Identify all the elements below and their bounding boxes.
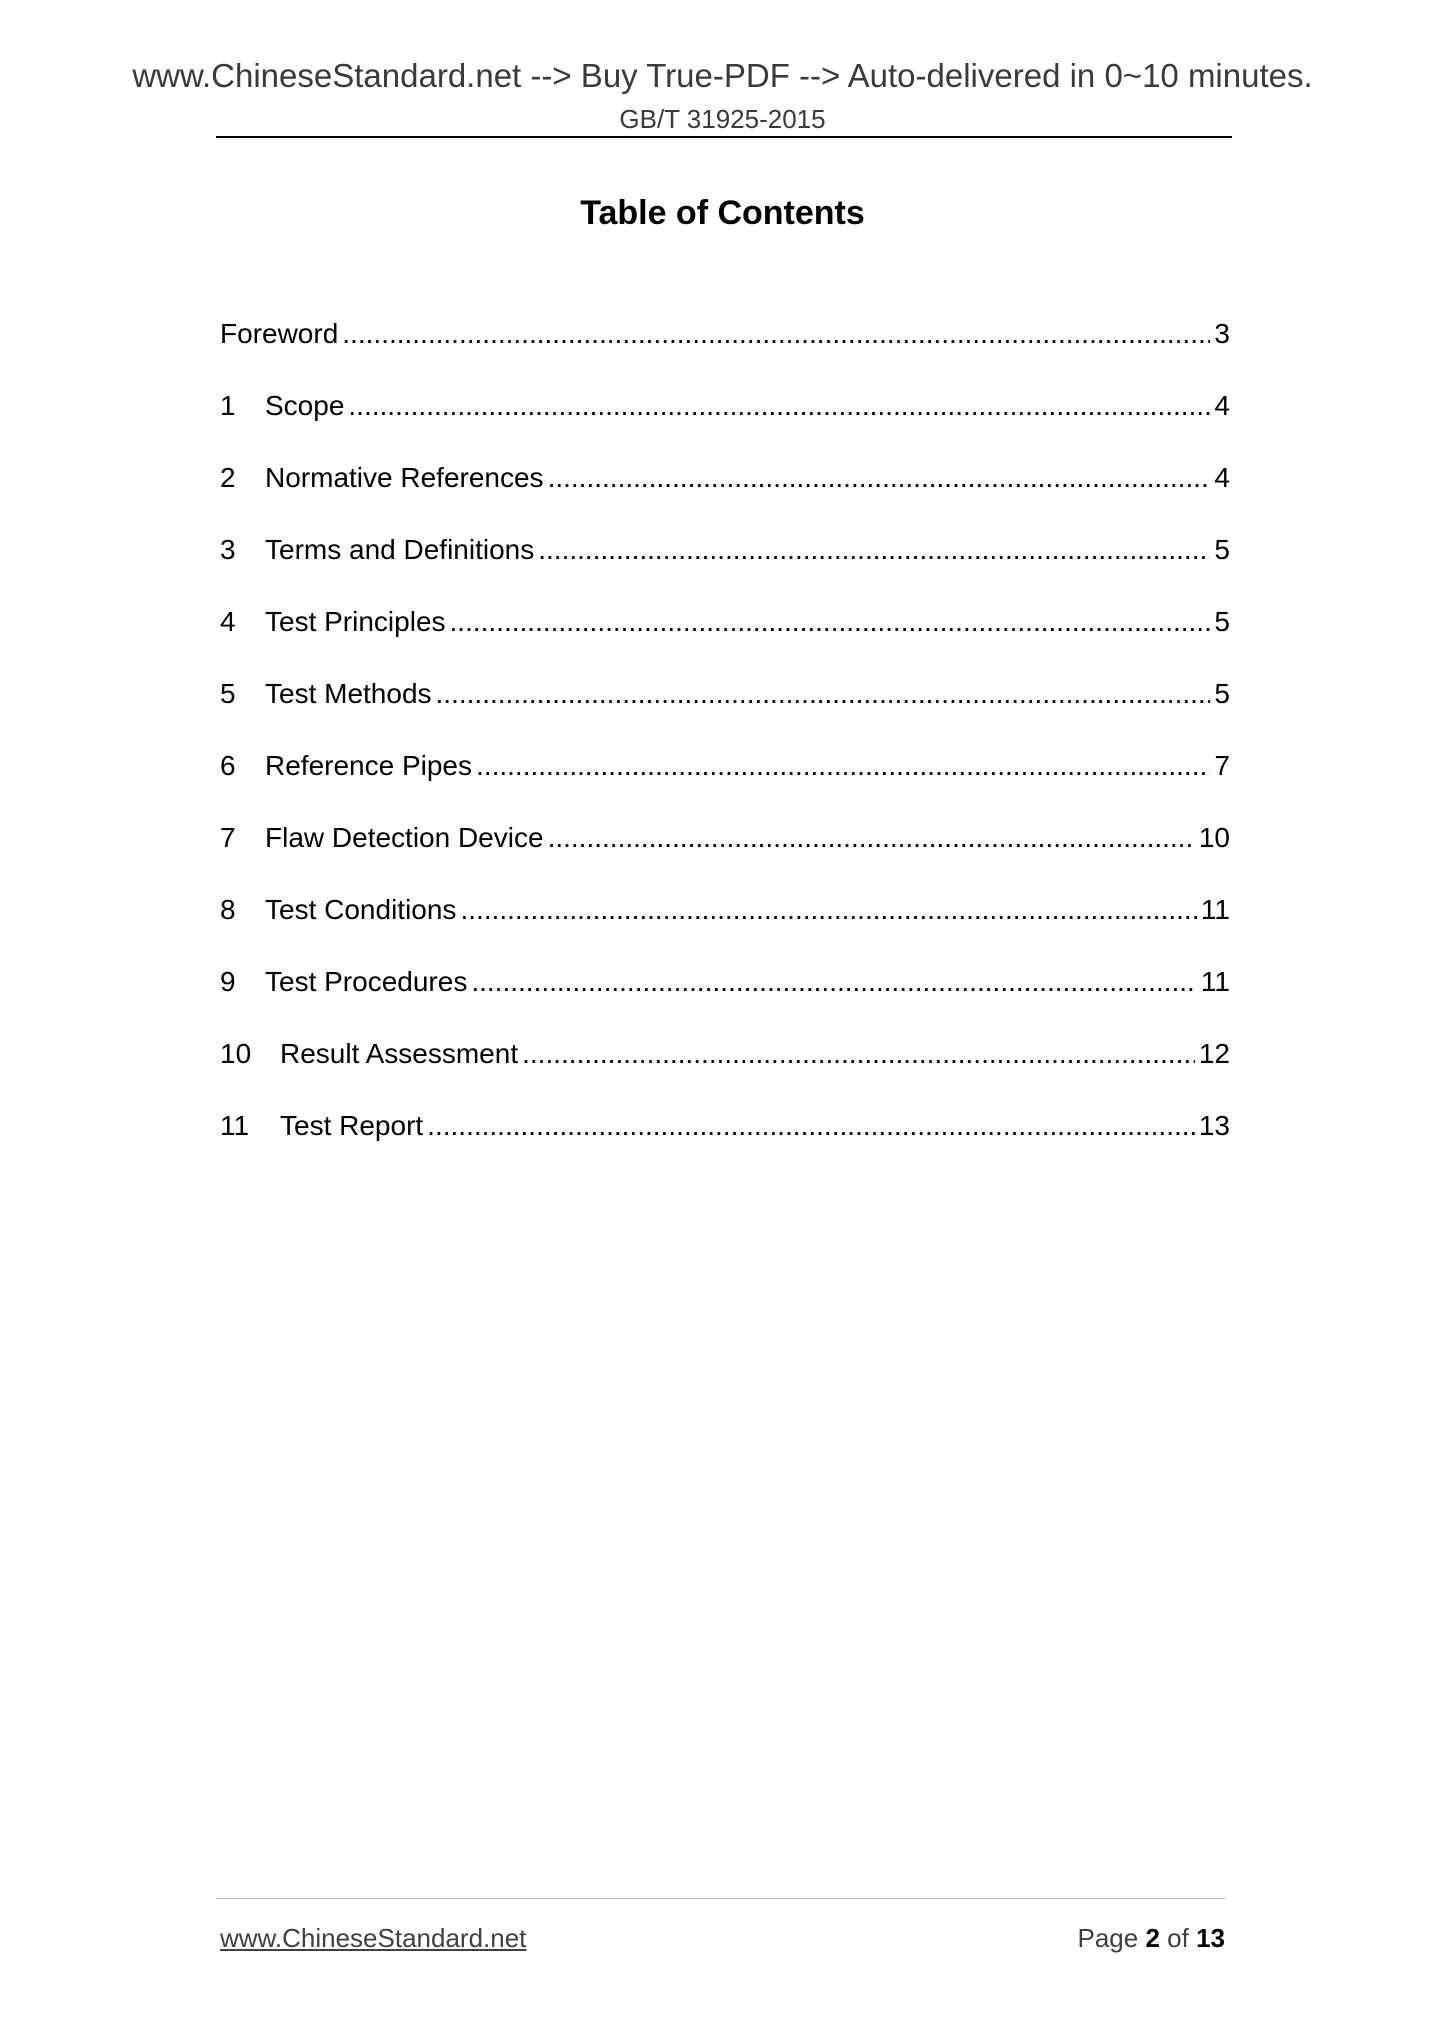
toc-dot-leader <box>460 892 1196 928</box>
toc-entry-number: 8 <box>220 894 236 925</box>
toc-entry-page: 5 <box>1214 678 1230 709</box>
toc-entry-label: Foreword <box>220 318 339 349</box>
toc-entry-number: 11 <box>220 1110 250 1141</box>
toc-entry-page: 13 <box>1198 1110 1230 1141</box>
toc-entry-number: 9 <box>220 966 236 997</box>
toc-entry-page: 10 <box>1198 822 1230 853</box>
toc-entry-number: 4 <box>220 606 236 637</box>
toc-entry-number: 10 <box>220 1038 252 1069</box>
toc-entry-label: Reference Pipes <box>265 750 473 781</box>
toc-entry-label: Terms and Definitions <box>265 534 535 565</box>
footer-site-link[interactable]: www.ChineseStandard.net <box>220 1923 527 1953</box>
toc-entry-test-conditions[interactable] <box>220 892 1230 964</box>
toc-entry-result-assessment[interactable] <box>220 1036 1230 1108</box>
toc-dot-leader <box>348 388 1210 424</box>
toc-entry-reference-pipes[interactable] <box>220 748 1230 820</box>
toc-entry-scope[interactable] <box>220 388 1230 460</box>
page-of-text: of <box>1167 1923 1189 1953</box>
header-banner: www.ChineseStandard.net --> Buy True-PDF --> Auto-delivered in 0~10 minutes. <box>132 57 1313 94</box>
toc-entry-page: 4 <box>1214 462 1230 493</box>
toc-entry-number: 6 <box>220 750 236 781</box>
toc-entry-label: Test Procedures <box>265 966 468 997</box>
toc-entry-number: 5 <box>220 678 236 709</box>
toc-entry-label: Normative References <box>265 462 544 493</box>
toc-entry-test-principles[interactable] <box>220 604 1230 676</box>
toc-entry-page: 3 <box>1214 318 1230 349</box>
toc-dot-leader <box>471 964 1197 1000</box>
toc-entry-label: Test Methods <box>265 678 432 709</box>
toc-entry-page: 4 <box>1214 390 1230 421</box>
toc-entry-page: 5 <box>1214 534 1230 565</box>
toc-entry-terms-and-definitions[interactable] <box>220 532 1230 604</box>
page-indicator <box>1077 1922 1225 1954</box>
toc-dot-leader <box>450 604 1211 640</box>
toc-dot-leader <box>476 748 1210 784</box>
toc-entry-test-methods[interactable] <box>220 676 1230 748</box>
toc-entry-page: 12 <box>1198 1038 1230 1069</box>
toc-entry-number: 2 <box>220 462 236 493</box>
toc-entry-normative-references[interactable] <box>220 460 1230 532</box>
toc-entry-foreword[interactable] <box>220 316 1230 388</box>
footer-divider <box>216 1898 1226 1899</box>
toc-dot-leader <box>548 820 1195 856</box>
current-page-number: 2 <box>1145 1923 1160 1953</box>
toc-dot-leader <box>436 676 1211 712</box>
toc-dot-leader <box>548 460 1211 496</box>
toc-entry-number: 3 <box>220 534 236 565</box>
toc-dot-leader <box>342 316 1210 352</box>
toc-entry-label: Flaw Detection Device <box>265 822 544 853</box>
toc-entry-label: Test Conditions <box>265 894 457 925</box>
toc-dot-leader <box>522 1036 1195 1072</box>
toc-entry-number: 1 <box>220 390 236 421</box>
total-pages-number: 13 <box>1196 1923 1225 1953</box>
page-title: Table of Contents <box>580 194 865 232</box>
toc-entry-label: Result Assessment <box>280 1038 519 1069</box>
toc-entry-page: 11 <box>1200 894 1230 925</box>
page-prefix: Page <box>1077 1923 1139 1953</box>
toc-dot-leader <box>427 1108 1195 1144</box>
toc-entry-test-report[interactable] <box>220 1108 1230 1180</box>
toc-entry-label: Test Report <box>280 1110 424 1141</box>
header-divider <box>216 136 1232 138</box>
table-of-contents <box>220 316 1230 1180</box>
toc-entry-label: Test Principles <box>265 606 446 637</box>
toc-entry-test-procedures[interactable] <box>220 964 1230 1036</box>
toc-entry-page: 11 <box>1200 966 1230 997</box>
toc-entry-label: Scope <box>265 390 345 421</box>
toc-entry-page: 5 <box>1214 606 1230 637</box>
toc-entry-page: 7 <box>1214 750 1230 781</box>
toc-entry-number: 7 <box>220 822 236 853</box>
document-number: GB/T 31925-2015 <box>619 104 826 134</box>
toc-entry-flaw-detection-device[interactable] <box>220 820 1230 892</box>
toc-dot-leader <box>538 532 1210 568</box>
